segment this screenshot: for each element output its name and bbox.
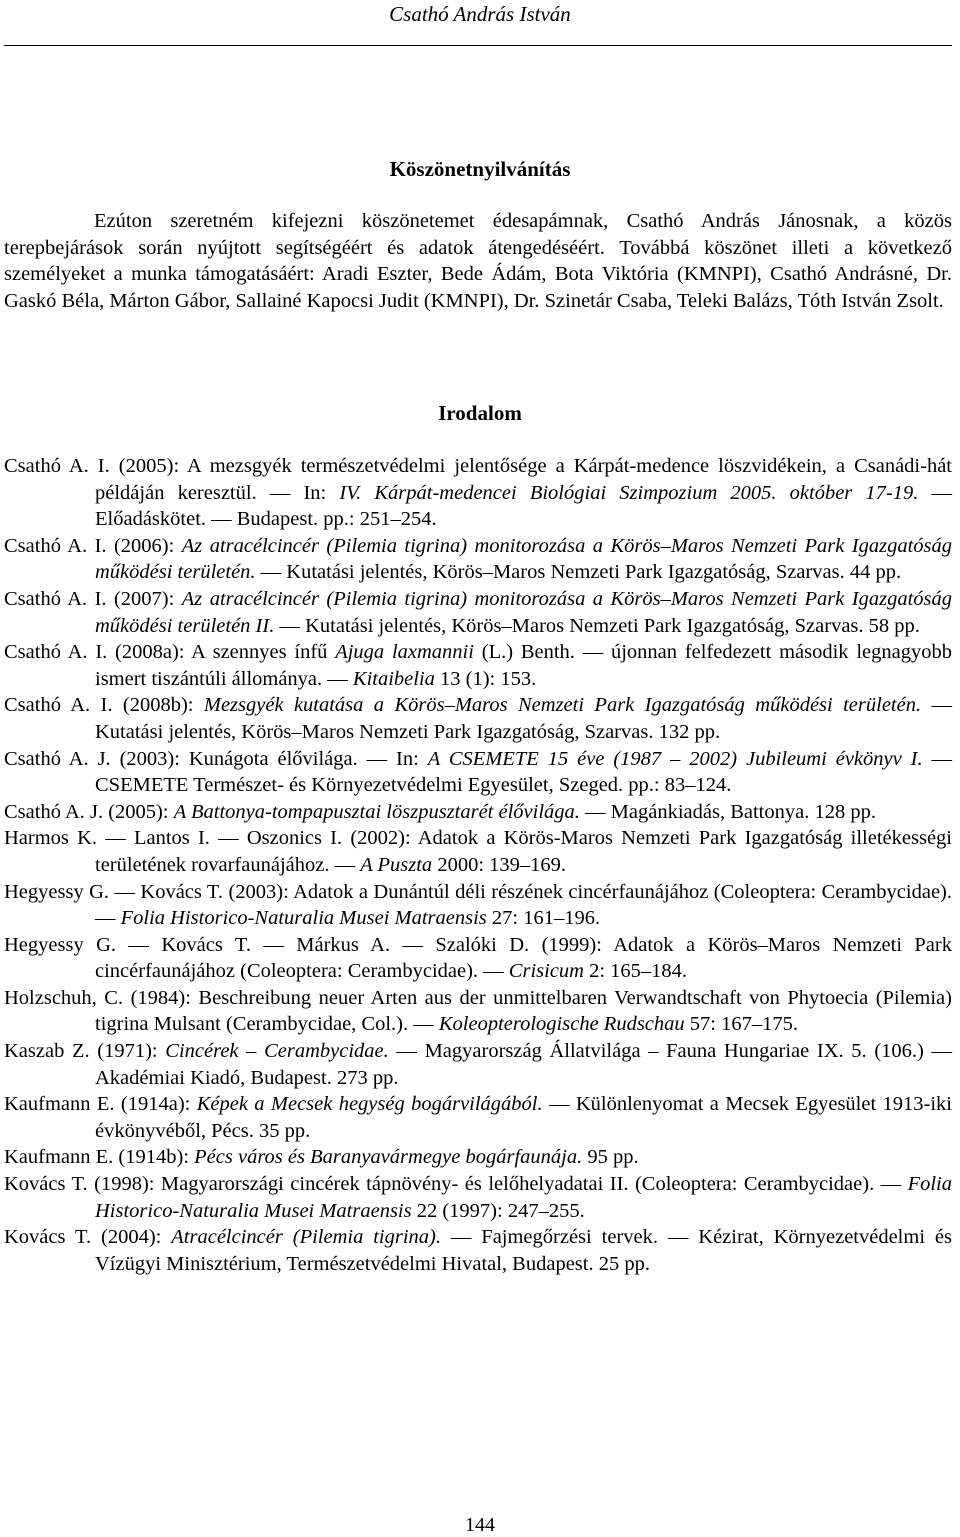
- reference-list: [4, 453, 952, 1277]
- reference-text: Harmos K. — Lantos I. — Oszonics I. (2002): Adatok a Körös-Maros Nemzeti Park Igazgatóság illetékességi területének rovarfaunájához. —: [4, 827, 952, 876]
- running-head: Csathó András István: [389, 2, 571, 26]
- reference-italic-text: Az atracélcincér (Pilemia tigrina) monitorozása a Körös–Maros Nemzeti Park Igazgatóság működési területén II.: [95, 587, 953, 637]
- reference-entry: [4, 825, 952, 878]
- acknowledgement-paragraph: Ezúton szeretném kifejezni köszönetemet édesapámnak, Csathó András Jánosnak, a közös terepbejárások során nyújtott segítségéért és adatok átengedéséért. Továbbá köszönet illeti a következő személyeket a munka támogatásáért: Aradi Eszter, Bede Ádám, Bota Viktória (KMNPI), Csathó Andrásné, Dr. Gaskó Béla, Márton Gábor, Sallainé Kapocsi Judit (KMNPI), Dr. Szinetár Csaba, Teleki Balázs, Tóth István Zsolt.: [4, 210, 952, 312]
- reference-italic-text: Koleopterologische Rudschau: [438, 1013, 685, 1036]
- reference-entry: [4, 1171, 952, 1224]
- reference-text: Csathó A. I. (2007):: [4, 587, 182, 610]
- reference-text: Csathó A. I. (2008b):: [4, 694, 204, 717]
- header-rule: [4, 45, 952, 46]
- reference-text: Kovács T. (2004):: [4, 1226, 172, 1249]
- reference-entry: [4, 692, 952, 745]
- reference-text: 22 (1997): 247–255.: [411, 1199, 585, 1222]
- reference-entry: [4, 533, 952, 586]
- reference-italic-text: IV. Kárpát-medencei Biológiai Szimpozium 2005. október 17-19.: [339, 481, 919, 504]
- reference-italic-text: Folia Historico-Naturalia Musei Matraensis: [120, 907, 487, 930]
- reference-text: 13 (1): 153.: [434, 667, 537, 690]
- reference-italic-text: Kitaibelia: [352, 667, 435, 690]
- reference-text: Csathó A. J. (2005):: [4, 800, 174, 823]
- reference-text: Kovács T. (1998): Magyarországi cincérek tápnövény- és lelőhelyadatai II. (Coleoptera: Cerambycidae). —: [4, 1173, 908, 1196]
- reference-text: Kaszab Z. (1971):: [4, 1040, 166, 1063]
- reference-entry: [4, 639, 952, 692]
- reference-text: Kaufmann E. (1914b):: [4, 1146, 195, 1169]
- reference-text: Csathó A. I. (2005): A mezsgyék természetvédelmi jelentősége a Kárpát-medence löszvidékein, a Csanádi-hát példáján keresztül. — In:: [4, 455, 952, 504]
- reference-text: 27: 161–196.: [486, 907, 601, 930]
- acknowledgement-title: Köszönetnyilvánítás: [389, 157, 571, 181]
- reference-text: (L.) Benth. — újonnan felfedezett második legnagyobb ismert tiszántúli állománya. —: [95, 641, 952, 690]
- reference-text: 2000: 139–169.: [432, 853, 567, 876]
- reference-italic-text: Ajuga laxmannii: [335, 641, 474, 664]
- reference-entry: [4, 985, 952, 1038]
- reference-text: — Magánkiadás, Battonya. 128 pp.: [579, 800, 876, 823]
- references-title: Irodalom: [438, 401, 522, 425]
- reference-text: Csathó A. I. (2008a): A szennyes ínfű: [4, 641, 336, 664]
- reference-text: — Magyarország Állatvilága – Fauna Hungariae IX. 5. (106.) — Akadémiai Kiadó, Budapest. 273 pp.: [95, 1040, 953, 1089]
- reference-italic-text: A Battonya-tompapusztai löszpusztarét élővilága.: [173, 800, 580, 823]
- reference-text: — Kutatási jelentés, Körös–Maros Nemzeti Park Igazgatóság, Szarvas. 132 pp.: [95, 694, 953, 743]
- reference-entry: [4, 879, 952, 932]
- reference-italic-text: Képek a Mecsek hegység bogárvilágából.: [196, 1093, 543, 1116]
- reference-text: 2: 165–184.: [583, 960, 688, 983]
- page-number: 144: [465, 1514, 495, 1536]
- reference-italic-text: Folia Historico-Naturalia Musei Matraensis: [95, 1173, 952, 1222]
- reference-italic-text: Az atracélcincér (Pilemia tigrina) monitorozása a Körös–Maros Nemzeti Park Igazgatóság működési területén.: [95, 534, 953, 584]
- reference-entry: [4, 1224, 952, 1277]
- reference-entry: [4, 1091, 952, 1144]
- reference-italic-text: A Puszta: [360, 853, 433, 876]
- reference-italic-text: Cincérek – Cerambycidae.: [165, 1040, 389, 1063]
- reference-text: — Kutatási jelentés, Körös–Maros Nemzeti Park Igazgatóság, Szarvas. 44 pp.: [255, 561, 902, 584]
- reference-text: Csathó A. I. (2006):: [4, 534, 182, 557]
- reference-entry: [4, 932, 952, 985]
- reference-italic-text: A CSEMETE 15 éve (1987 – 2002) Jubileumi évkönyv I.: [427, 747, 923, 770]
- reference-text: — Különlenyomat a Mecsek Egyesület 1913-iki évkönyvéből, Pécs. 35 pp.: [95, 1093, 952, 1142]
- reference-italic-text: Mezsgyék kutatása a Körös–Maros Nemzeti Park Igazgatóság működési területén.: [203, 694, 922, 717]
- reference-text: Kaufmann E. (1914a):: [4, 1093, 197, 1116]
- reference-text: — Kutatási jelentés, Körös–Maros Nemzeti Park Igazgatóság, Szarvas. 58 pp.: [274, 614, 920, 637]
- reference-text: 57: 167–175.: [684, 1013, 798, 1036]
- reference-text: — CSEMETE Természet- és Környezetvédelmi Egyesület, Szeged. pp.: 83–124.: [95, 747, 953, 797]
- reference-entry: [4, 453, 952, 533]
- reference-italic-text: Atracélcincér (Pilemia tigrina).: [171, 1226, 441, 1249]
- reference-italic-text: Crisicum: [508, 960, 584, 983]
- reference-entry: [4, 586, 952, 639]
- reference-entry: [4, 1144, 952, 1171]
- reference-text: 95 pp.: [582, 1146, 639, 1169]
- reference-entry: [4, 799, 952, 826]
- reference-text: Hegyessy G. — Kovács T. (2003): Adatok a Dunántúl déli részének cincérfaunájához (Coleoptera: Cerambycidae). —: [4, 880, 952, 930]
- reference-entry: [4, 746, 952, 799]
- reference-text: — Előadáskötet. — Budapest. pp.: 251–254.: [95, 481, 953, 531]
- reference-text: — Fajmegőrzési tervek. — Kézirat, Környezetvédelmi és Vízügyi Minisztérium, Természetvédelmi Hivatal, Budapest. 25 pp.: [95, 1226, 952, 1275]
- reference-text: Holzschuh, C. (1984): Beschreibung neuer Arten aus der unmittelbaren Verwandtschaft von Phytoecia (Pilemia) tigrina Mulsant (Cerambycidae, Col.). —: [4, 986, 952, 1036]
- reference-text: Csathó A. J. (2003): Kunágota élővilága. — In:: [4, 747, 428, 770]
- reference-italic-text: Pécs város és Baranyavármegye bogárfaunája.: [194, 1146, 583, 1169]
- reference-text: Hegyessy G. — Kovács T. — Márkus A. — Szalóki D. (1999): Adatok a Körös–Maros Nemzeti Park cincérfaunájához (Coleoptera: Cerambycidae). —: [4, 933, 952, 983]
- reference-entry: [4, 1038, 952, 1091]
